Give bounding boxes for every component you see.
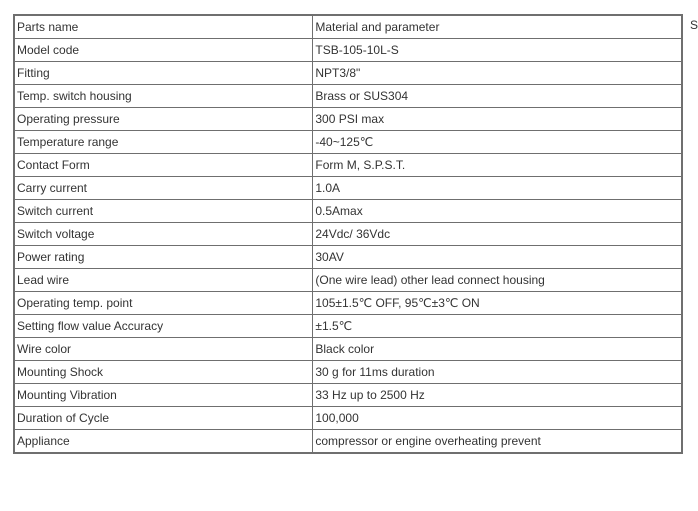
parameter-name-cell: Duration of Cycle (14, 407, 313, 430)
parameter-name-cell: Power rating (14, 246, 313, 269)
parameter-name-cell: Switch voltage (14, 223, 313, 246)
table-row (14, 430, 682, 454)
table-row (14, 39, 682, 62)
parameter-name-cell: Mounting Shock (14, 361, 313, 384)
parameter-name-cell: Wire color (14, 338, 313, 361)
table-row (14, 200, 682, 223)
parameter-value-cell: 0.5Amax (313, 200, 682, 223)
parameter-value-cell: 105±1.5℃ OFF, 95℃±3℃ ON (313, 292, 682, 315)
table-row (14, 361, 682, 384)
parameter-value-cell: -40~125℃ (313, 131, 682, 154)
parameter-value-cell: 100,000 (313, 407, 682, 430)
parameter-name-cell: Parts name (14, 15, 313, 39)
parameter-name-cell: Operating pressure (14, 108, 313, 131)
parameter-value-cell: NPT3/8" (313, 62, 682, 85)
table-row (14, 384, 682, 407)
parameter-name-cell: Mounting Vibration (14, 384, 313, 407)
table-row (14, 246, 682, 269)
parameter-value-cell: Form M, S.P.S.T. (313, 154, 682, 177)
table-row (14, 177, 682, 200)
parameter-value-cell: 30AV (313, 246, 682, 269)
parameter-value-cell: compressor or engine overheating prevent (313, 430, 682, 454)
parameter-name-cell: Model code (14, 39, 313, 62)
table-row (14, 315, 682, 338)
parameter-value-cell: Brass or SUS304 (313, 85, 682, 108)
table-row (14, 269, 682, 292)
parameter-value-cell: TSB-105-10L-S (313, 39, 682, 62)
parameter-value-cell: 1.0A (313, 177, 682, 200)
parameter-name-cell: Setting flow value Accuracy (14, 315, 313, 338)
parameter-name-cell: Temperature range (14, 131, 313, 154)
parameter-name-cell: Contact Form (14, 154, 313, 177)
parameter-value-cell: (One wire lead) other lead connect housing (313, 269, 682, 292)
table-row (14, 338, 682, 361)
table-row (14, 15, 682, 39)
table-row (14, 62, 682, 85)
parameter-value-cell: Black color (313, 338, 682, 361)
table-row (14, 85, 682, 108)
parameter-name-cell: Operating temp. point (14, 292, 313, 315)
table-row (14, 108, 682, 131)
parameter-value-cell: 300 PSI max (313, 108, 682, 131)
parameter-name-cell: Fitting (14, 62, 313, 85)
cut-off-text: S (690, 18, 698, 32)
parameter-value-cell: 30 g for 11ms duration (313, 361, 682, 384)
table-row (14, 131, 682, 154)
parameter-value-cell: ±1.5℃ (313, 315, 682, 338)
parameter-name-cell: Carry current (14, 177, 313, 200)
parameter-value-cell: Material and parameter (313, 15, 682, 39)
table-row (14, 292, 682, 315)
table-row (14, 223, 682, 246)
parameter-name-cell: Lead wire (14, 269, 313, 292)
table-row (14, 154, 682, 177)
spec-table (13, 14, 683, 454)
parameter-name-cell: Switch current (14, 200, 313, 223)
spec-table-body (14, 15, 682, 453)
parameter-name-cell: Temp. switch housing (14, 85, 313, 108)
parameter-value-cell: 24Vdc/ 36Vdc (313, 223, 682, 246)
parameter-name-cell: Appliance (14, 430, 313, 454)
table-row (14, 407, 682, 430)
parameter-value-cell: 33 Hz up to 2500 Hz (313, 384, 682, 407)
